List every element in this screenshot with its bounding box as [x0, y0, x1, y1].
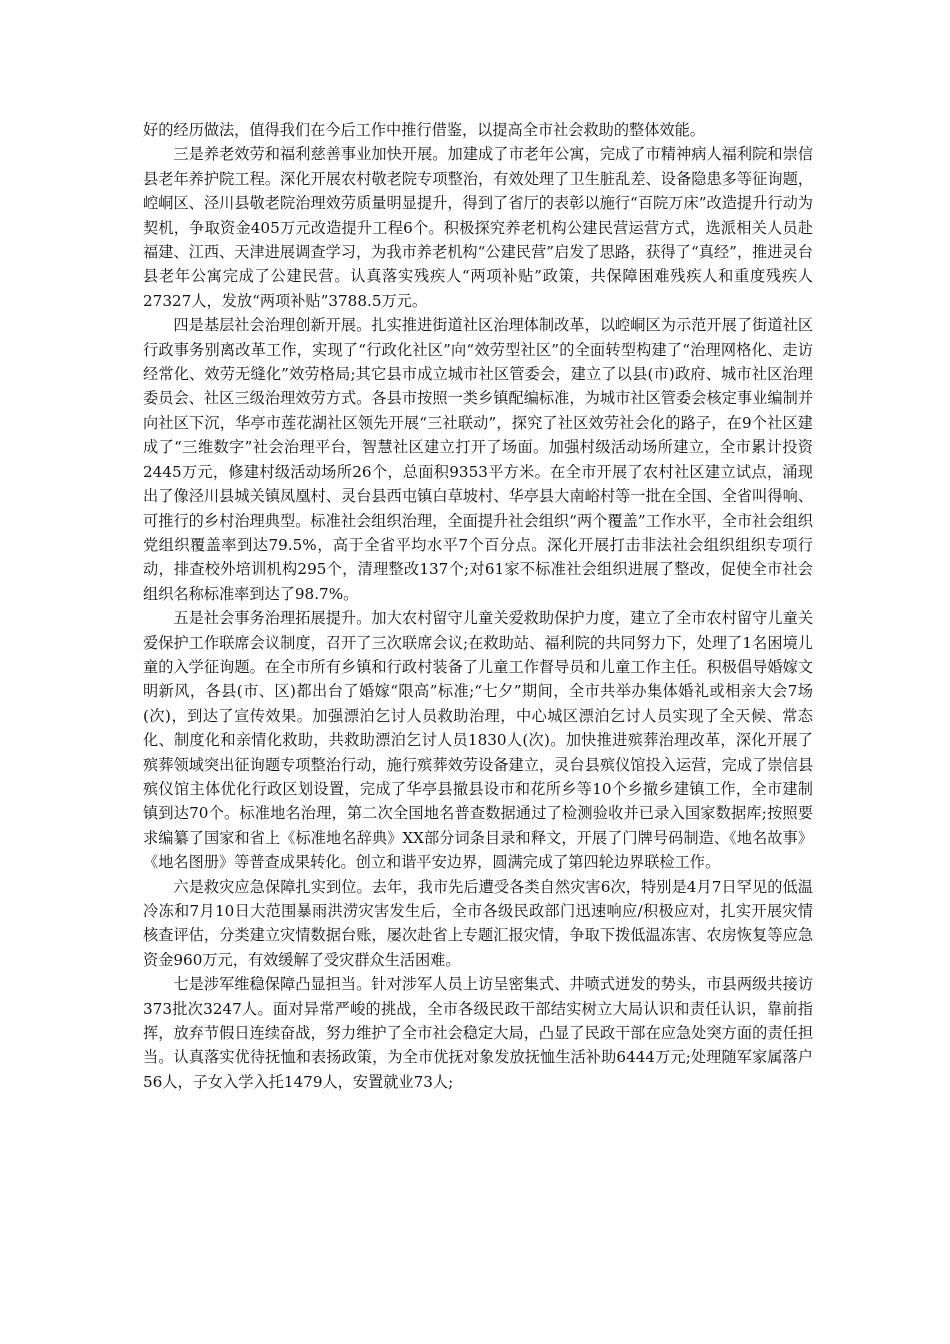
paragraph-elderly-welfare: 三是养老效劳和福利慈善事业加快开展。加建成了市老年公寓，完成了市精神病人福利院和崇信县老年养护院工程。深化开展农村敬老院专项整治，有效处理了卫生脏乱差、设备隐患多等征询题，崆峒区、泾川县敬老院治理效劳质量明显提升，得到了省厅的表彰以施行“百院万床”改造提升行动为契机，争取资金405万元改造提升工程6个。积极探究养老机构公建民营运营方式，选派相关人员赴福建、江西、天津进展调查学习，为我市养老机构“公建民营”启发了思路，获得了“真经”，推进灵台县老年公寓完成了公建民营。认真落实残疾人“两项补贴”政策，共保障困难残疾人和重度残疾人27327人，发放“两项补贴”3788.5万元。	[143, 145, 813, 310]
paragraph-military-stability: 七是涉军维稳保障凸显担当。针对涉军人员上访呈密集式、井喷式迸发的势头，市县两级共接访373批次3247人。面对异常严峻的挑战，全市各级民政干部结实树立大局认识和责任认识，靠前指挥，放弃节假日连续奋战，努力维护了全市社会稳定大局，凸显了民政干部在应急处突方面的责任担当。认真落实优待抚恤和表扬政策，为全市优抚对象发放抚恤生活补助6444万元;处理随军家属落户56人，子女入学入托1479人，安置就业73人;	[143, 975, 813, 1091]
paragraph-disaster-relief: 六是救灾应急保障扎实到位。去年，我市先后遭受各类自然灾害6次，特别是4月7日罕见的低温冷冻和7月10日大范围暴雨洪涝灾害发生后，全市各级民政部门迅速响应/积极应对，扎实开展灾情核查评估，分类建立灾情数据台账，屡次赴省上专题汇报灾情，争取下拨低温冻害、农房恢复等应急资金960万元，有效缓解了受灾群众生活困难。	[143, 877, 813, 969]
paragraph-continuation: 好的经历做法，值得我们在今后工作中推行借鉴，以提高全市社会救助的整体效能。	[143, 121, 705, 139]
paragraph-grassroots-governance: 四是基层社会治理创新开展。扎实推进街道社区治理体制改革，以崆峒区为示范开展了街道社区行政事务别离改革工作，实现了“行政化社区”向“效劳型社区”的全面转型构建了“治理网格化、走访经常化、效劳无缝化”效劳格局;其它县市成立城市社区管委会，建立了以县(市)政府、城市社区治理委员会、社区三级治理效劳方式。各县市按照一类乡镇配编标准，为城市社区管委会核定事业编制并向社区下沉，华亭市莲花湖社区领先开展“三社联动”，探究了社区效劳社会化的路子，在9个社区建成了“三维数字”社会治理平台，智慧社区建立打开了场面。加强村级活动场所建立，全市累计投资2445万元，修建村级活动场所26个，总面积9353平方米。在全市开展了农村社区建立试点，涌现出了像泾川县城关镇凤凰村、灵台县西屯镇白草坡村、华亭县大南峪村等一批在全国、全省叫得响、可推行的乡村治理典型。标准社会组织治理，全面提升社会组织“两个覆盖”工作水平，全市社会组织党组织覆盖率到达79.5%，高于全省平均水平7个百分点。深化开展打击非法社会组织组织专项行动，排查校外培训机构295个，清理整改137个;对61家不标准社会组织进展了整改，促使全市社会组织名称标准率到达了98.7%。	[143, 316, 813, 603]
paragraph-social-affairs: 五是社会事务治理拓展提升。加大农村留守儿童关爱救助保护力度，建立了全市农村留守儿童关爱保护工作联席会议制度，召开了三次联席会议;在救助站、福利院的共同努力下，处理了1名困境儿童的入学征询题。在全市所有乡镇和行政村装备了儿童工作督导员和儿童工作主任。积极倡导婚嫁文明新风，各县(市、区)都出台了婚嫁“限高”标准;“七夕”期间，全市共举办集体婚礼或相亲大会7场(次)，到达了宣传效果。加强漂泊乞讨人员救助治理，中心城区漂泊乞讨人员实现了全天候、常态化、制度化和亲情化救助，共救助漂泊乞讨人员1830人(次)。加快推进殡葬治理改革，深化开展了殡葬领域突出征询题专项整治行动，施行殡葬效劳设备建立，灵台县殡仪馆投入运营，完成了崇信县殡仪馆主体优化行政区划设置，完成了华亭县撤县设市和花所乡等10个乡撤乡建镇工作，全市建制镇到达70个。标准地名治理，第二次全国地名普查数据通过了检测验收并已录入国家数据库;按照要求编纂了国家和省上《标准地名辞典》XX部分词条目录和释文，开展了门牌号码制造、《地名故事》《地名图册》等普查成果转化。创立和谐平安边界，圆满完成了第四轮边界联检工作。	[143, 609, 813, 872]
document-body	[143, 118, 813, 1094]
